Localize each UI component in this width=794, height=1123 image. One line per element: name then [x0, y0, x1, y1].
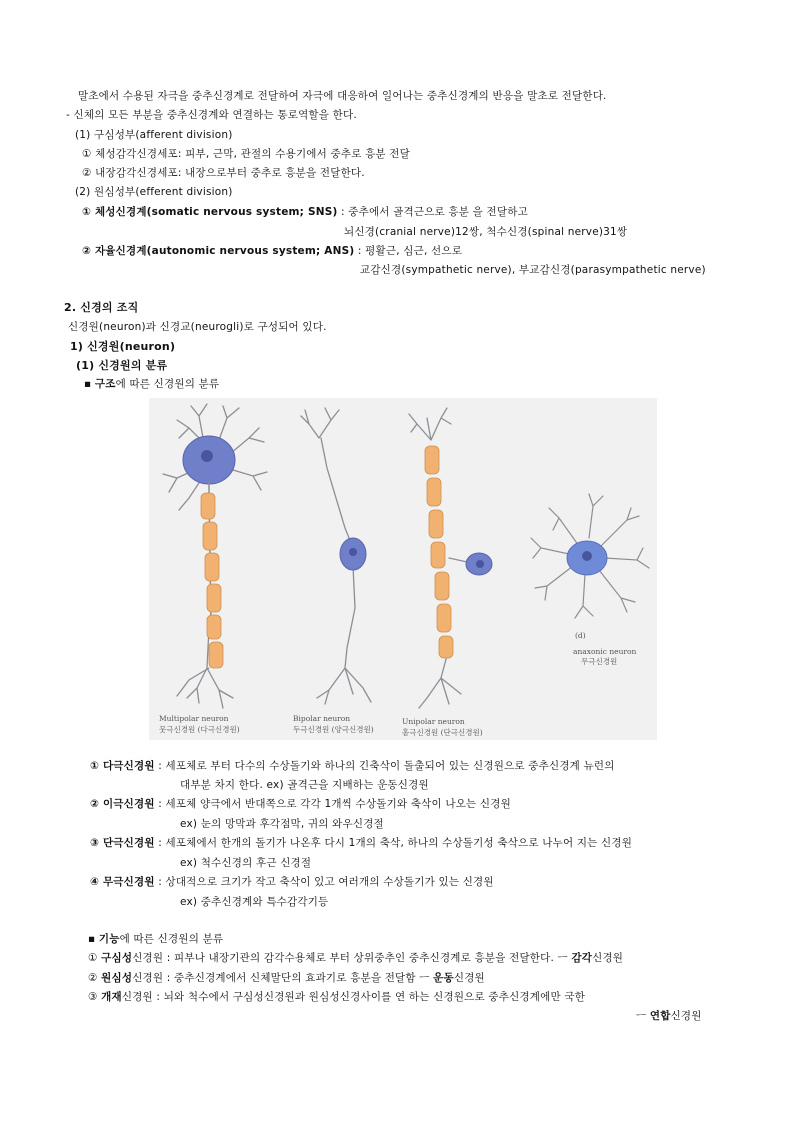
function-efferent-num: ② [88, 972, 98, 984]
caption-multipolar-ko: 뭇극신경원 (다극신경원) [159, 725, 240, 734]
type-unipolar-example: ex) 척수신경의 후근 신경절 [180, 857, 312, 869]
type-bipolar-example: ex) 눈의 망막과 후각점막, 귀의 와우신경절 [180, 818, 384, 830]
efferent-heading: (2) 원심성부(efferent division) [75, 186, 233, 198]
type-multipolar-text: : 세포체로 부터 다수의 수상돌기와 하나의 긴축삭이 돌출되어 있는 신경원으로 중추신경계 뉴런의 [158, 760, 615, 772]
caption-bipolar-ko: 두극신경원 (양극신경원) [293, 725, 374, 734]
function-rest: 에 따른 신경원의 분류 [119, 933, 224, 945]
afferent-item-2: ② 내장감각신경세포: 내장으로부터 중추로 흥분을 전달한다. [82, 167, 365, 179]
type-anaxonic [90, 876, 494, 889]
ans-desc: : 평활근, 심근, 선으로 [357, 245, 463, 257]
sns-desc: : 중추에서 골격근으로 흥분 을 전달하고 [341, 206, 528, 218]
neuron-types-figure [149, 398, 657, 740]
type-unipolar [90, 837, 632, 850]
type-multipolar [90, 760, 615, 773]
type-anaxonic-text: : 상대적으로 크기가 작고 축삭이 있고 여러개의 수상돌기가 있는 신경원 [158, 876, 494, 888]
afferent-heading: (1) 구심성부(afferent division) [75, 129, 233, 141]
function-interneuron-cont [636, 1010, 702, 1023]
ans-line [82, 245, 462, 258]
bullet-icon: ▪ [84, 378, 92, 390]
ans-title: ② 자율신경계(autonomic nervous system; ANS) [82, 245, 355, 257]
function-afferent-text: 신경원 : 피부나 내장기관의 감각수용체로 부터 상위중추인 중추신경계로 흥분을 전달한다. ㅡ [132, 952, 568, 964]
type-anaxonic-label: ④ 무극신경원 [90, 876, 155, 888]
caption-unipolar-en: Unipolar neuron [402, 717, 465, 726]
function-afferent-end: 신경원 [592, 952, 624, 964]
type-unipolar-label: ③ 단극신경원 [90, 837, 155, 849]
structure-classification-title [84, 378, 219, 391]
function-afferent-end-bold: 감각 [571, 952, 593, 964]
neuron-heading: 1) 신경원(neuron) [70, 340, 176, 353]
function-bold: 기능 [98, 933, 120, 945]
function-efferent-bold: 원심성 [101, 972, 133, 984]
type-anaxonic-example: ex) 중추신경계와 특수감각기등 [180, 896, 329, 908]
type-bipolar-label: ② 이극신경원 [90, 798, 155, 810]
function-interneuron-dash: ㅡ [636, 1010, 647, 1022]
caption-bipolar-en: Bipolar neuron [293, 714, 351, 723]
type-bipolar-text: : 세포체 양극에서 반대쪽으로 각각 1개씩 수상돌기와 축삭이 나오는 신경원 [158, 798, 511, 810]
function-afferent-bold: 구심성 [101, 952, 133, 964]
sns-nerves: 뇌신경(cranial nerve)12쌍, 척수신경(spinal nerve)31쌍 [344, 226, 628, 238]
caption-d: (d) [575, 631, 586, 640]
function-interneuron-num: ③ [88, 991, 98, 1003]
type-bipolar [90, 798, 511, 811]
section-2-desc: 신경원(neuron)과 신경교(neurogli)로 구성되어 있다. [68, 321, 327, 333]
intro-line-2: - 신체의 모든 부분을 중추신경계와 연결하는 통로역할을 한다. [66, 109, 357, 121]
type-multipolar-text-2: 대부분 차지 한다. ex) 골격근을 지배하는 운동신경원 [180, 779, 429, 791]
bullet-icon: ▪ [88, 933, 96, 945]
structure-rest: 에 따른 신경원의 분류 [115, 378, 220, 390]
intro-line-1: 말초에서 수용된 자극을 중추신경계로 전달하여 자극에 대응하여 일어나는 중추신경계의 반응을 말초로 전달한다. [78, 90, 607, 102]
function-interneuron-bold: 개재 [101, 991, 122, 1003]
ans-nerves: 교감신경(sympathetic nerve), 부교감신경(parasympathetic nerve) [360, 264, 706, 276]
caption-unipolar-ko: 홑극신경원 (단극신경원) [402, 728, 483, 737]
function-efferent-end-bold: 운동 [433, 972, 454, 984]
type-multipolar-label: ① 다극신경원 [90, 760, 155, 772]
caption-anaxonic-ko: 무극신경원 [581, 657, 618, 666]
caption-anaxonic-en: anaxonic neuron [573, 647, 637, 656]
section-2-heading: 2. 신경의 조직 [64, 301, 139, 314]
function-interneuron-end-bold: 연합 [649, 1010, 671, 1022]
function-efferent [88, 972, 485, 985]
function-classification-title [88, 933, 223, 946]
function-interneuron-text: 신경원 : 뇌와 척수에서 구심성신경원과 원심성신경사이를 연 하는 신경원으로 중추신경계에만 국한 [121, 991, 586, 1003]
function-afferent-num: ① [88, 952, 98, 964]
afferent-item-1: ① 체성감각신경세포: 피부, 근막, 관절의 수용기에서 중추로 흥분 전달 [82, 148, 410, 160]
function-efferent-end: 신경원 [453, 972, 485, 984]
function-afferent [88, 952, 623, 965]
sns-title: ① 체성신경계(somatic nervous system; SNS) [82, 206, 338, 218]
neuron-classification-heading: (1) 신경원의 분류 [76, 359, 168, 372]
type-unipolar-text: : 세포체에서 한개의 돌기가 나온후 다시 1개의 축삭, 하나의 수상돌기성 축삭으로 나누어 지는 신경원 [158, 837, 633, 849]
caption-multipolar-en: Multipolar neuron [159, 714, 229, 723]
function-interneuron [88, 991, 585, 1004]
sns-line [82, 206, 528, 219]
structure-bold: 구조 [94, 378, 116, 390]
function-efferent-text: 신경원 : 중추신경계에서 신체말단의 효과기로 흥분을 전달함 ㅡ [132, 972, 430, 984]
function-interneuron-end: 신경원 [670, 1010, 702, 1022]
